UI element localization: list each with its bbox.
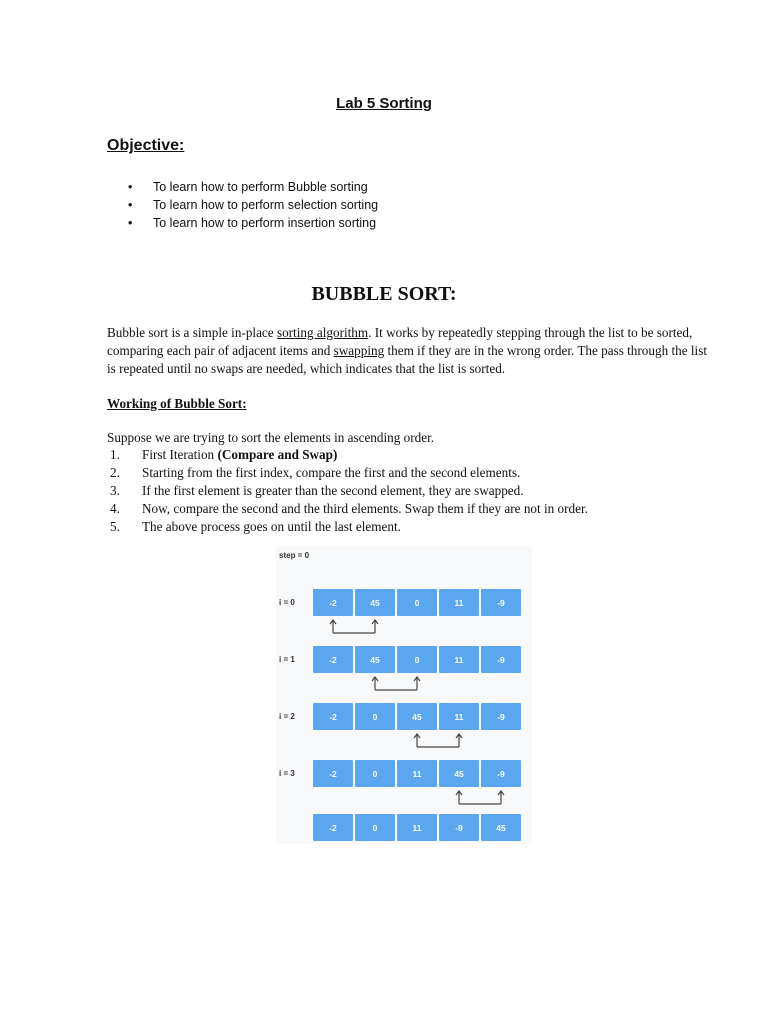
array-cell: 0 [397, 589, 437, 616]
list-item [110, 500, 588, 518]
swapping-link[interactable]: swapping [333, 343, 385, 358]
array-cell: 0 [355, 760, 395, 787]
array-cell: 45 [481, 814, 521, 841]
row-label: i = 2 [279, 712, 295, 721]
array-row [313, 589, 521, 616]
array-cell: 11 [439, 646, 479, 673]
row-label: i = 1 [279, 655, 295, 664]
array-cell: 0 [355, 814, 395, 841]
list-item [110, 518, 588, 536]
step-number: 4. [110, 501, 120, 516]
bubble-sort-diagram [276, 546, 532, 844]
array-cell: 11 [439, 703, 479, 730]
step-text: First Iteration [142, 447, 218, 462]
list-item [110, 482, 588, 500]
list-item [110, 446, 588, 464]
working-heading: Working of Bubble Sort: [107, 396, 247, 411]
step-text: Starting from the first index, compare the first and the second elements. [142, 465, 521, 480]
array-cell: -2 [313, 814, 353, 841]
step-number: 3. [110, 483, 120, 498]
array-cell: 45 [355, 646, 395, 673]
array-cell: -9 [481, 703, 521, 730]
array-cell: -2 [313, 589, 353, 616]
page-title: Lab 5 Sorting [336, 95, 432, 112]
array-row [313, 703, 521, 730]
array-row [313, 814, 521, 841]
objective-item: • To learn how to perform insertion sorting [128, 214, 378, 232]
array-cell: 45 [439, 760, 479, 787]
array-cell: 0 [355, 703, 395, 730]
step-number: 2. [110, 465, 120, 480]
array-cell: 11 [439, 589, 479, 616]
step-text: Now, compare the second and the third elements. Swap them if they are not in order. [142, 501, 588, 516]
step-bold-text: (Compare and Swap) [217, 447, 338, 462]
objective-item: • To learn how to perform selection sorting [128, 196, 378, 214]
compare-arrow-icon [413, 733, 497, 749]
array-cell: 11 [397, 760, 437, 787]
array-cell: -2 [313, 646, 353, 673]
compare-arrow-icon [371, 676, 455, 692]
step-number: 5. [110, 519, 120, 534]
step-text: The above process goes on until the last element. [142, 519, 401, 534]
sorting-algorithm-link[interactable]: sorting algorithm [276, 325, 369, 340]
array-cell: 45 [397, 703, 437, 730]
step-number: 1. [110, 447, 120, 462]
array-cell: -9 [481, 760, 521, 787]
array-cell: -2 [313, 760, 353, 787]
suppose-text: Suppose we are trying to sort the elements in ascending order. [107, 430, 435, 445]
intro-paragraph [107, 324, 707, 378]
array-cell: -2 [313, 703, 353, 730]
array-cell: 0 [397, 646, 437, 673]
step-text: If the first element is greater than the second element, they are swapped. [142, 483, 524, 498]
array-cell: 11 [397, 814, 437, 841]
array-cell: -9 [481, 589, 521, 616]
row-label: i = 3 [279, 769, 295, 778]
list-item [110, 464, 588, 482]
array-cell: -9 [481, 646, 521, 673]
section-title: BUBBLE SORT: [311, 283, 457, 305]
compare-arrow-icon [329, 619, 413, 635]
objective-list [128, 178, 378, 232]
step-label: step = 0 [279, 551, 310, 560]
array-cell: -9 [439, 814, 479, 841]
intro-text: Bubble sort is a simple in-place [107, 325, 277, 340]
row-label: i = 0 [279, 598, 295, 607]
objective-item: • To learn how to perform Bubble sorting [128, 178, 378, 196]
objective-heading: Objective: [107, 137, 185, 154]
intro-text: them if they are in the wrong order. The pass through the list is repeated until no swaps are needed, which indicates that the list is sorted. [107, 343, 707, 376]
array-row [313, 760, 521, 787]
steps-list [110, 446, 588, 536]
array-cell: 45 [355, 589, 395, 616]
intro-text: . It works by repeatedly stepping through the list to be sorted, comparing each pair of adjacent items and [107, 325, 693, 358]
compare-arrow-icon [455, 790, 539, 806]
array-row [313, 646, 521, 673]
